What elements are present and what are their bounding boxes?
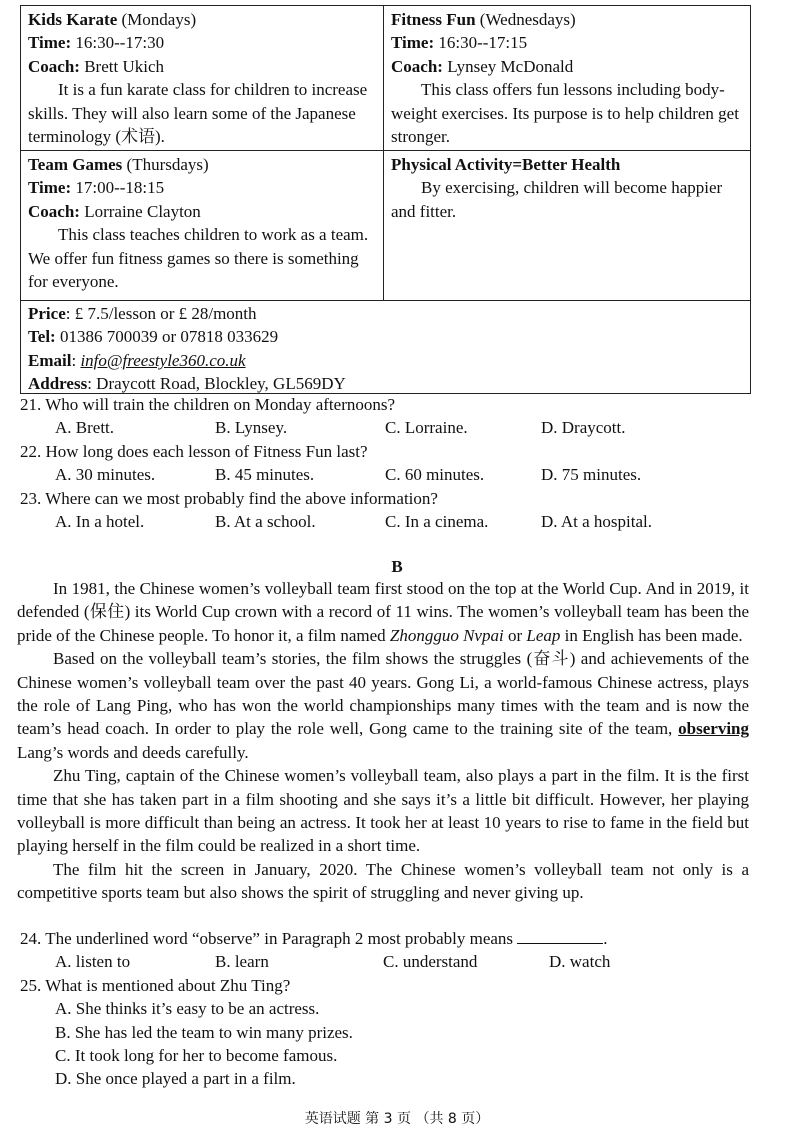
paragraph-text: Based on the volleyball team’s stories, the film shows the struggles (奋斗) and achievements of the Chinese women’s volleyball team over the past 40 years. Gong Li, a world-famous Chinese actress, plays the role of Lang Ping, who has won the world championships many times with the team and is now the team’s head coach. In order to play the role well, Gong came to the training site of the team,: [17, 649, 749, 739]
option-d: D. She once played a part in a film.: [55, 1069, 296, 1089]
paragraph-2: [17, 647, 749, 764]
option-d: D. At a hospital.: [541, 512, 652, 532]
email-link[interactable]: info@freestyle360.co.uk: [80, 350, 246, 370]
tel-label: Tel:: [28, 327, 56, 347]
option-b: B. Lynsey.: [215, 418, 288, 438]
option-c: C. In a cinema.: [385, 512, 489, 532]
question-end: .: [603, 929, 608, 948]
film-title-chinese: Zhongguo Nvpai: [389, 625, 504, 645]
paragraph-1: [17, 577, 749, 647]
question-text: 21. Who will train the children on Monday afternoons?: [20, 395, 396, 414]
address-label: Address: [28, 374, 88, 394]
option-d: D. watch: [549, 952, 611, 972]
table-row: [21, 151, 750, 301]
address-value: : Draycott Road, Blockley, GL569DY: [87, 374, 346, 394]
question-24: [20, 927, 760, 950]
table-row: [21, 301, 750, 393]
team-coach: Lorraine Clayton: [84, 201, 201, 221]
answer-blank[interactable]: [517, 927, 603, 944]
option-c: C. 60 minutes.: [385, 465, 485, 485]
table-row: [21, 6, 750, 151]
team-title: Team Games: [28, 155, 123, 174]
tel-value: 01386 700039 or 07818 033629: [59, 327, 279, 347]
karate-time: 16:30--17:30: [75, 33, 165, 53]
page-footer: 英语试题 第 3 页 （共 8 页）: [304, 1111, 490, 1127]
option-d: D. 75 minutes.: [541, 465, 642, 485]
option-d: D. Draycott.: [541, 418, 626, 438]
coach-label: Coach:: [28, 201, 80, 221]
options-row: [20, 416, 760, 439]
section-b-heading: B: [391, 557, 403, 576]
coach-label: Coach:: [391, 56, 443, 76]
karate-coach: Brett Ukich: [84, 56, 164, 76]
fitness-time: 16:30--17:15: [438, 33, 528, 53]
option-c: C. understand: [383, 952, 478, 972]
fitness-cell: [384, 6, 750, 150]
fitness-description: This class offers fun lessons including body-weight exercises. Its purpose is to help children get stronger.: [391, 80, 739, 147]
karate-description: It is a fun karate class for children to increase skills. They will also learn some of the Japanese terminology (术语).: [28, 80, 368, 147]
film-title-english: Leap: [526, 625, 561, 645]
contact-cell: Price: £ 7.5/lesson or £ 28/month Tel: 01386 700039 or 07818 033629 Email: info@freestyle360.co.uk Address: Draycott Road, Blockley, GL569DY: [28, 304, 346, 394]
time-label: Time:: [28, 33, 72, 53]
option-a: A. Brett.: [55, 418, 115, 438]
option-b: B. 45 minutes.: [215, 465, 315, 485]
class-info-table: [20, 5, 751, 394]
price-value: : £ 7.5/lesson or £ 28/month: [65, 304, 257, 323]
reading-passage: [17, 577, 749, 905]
fitness-day: (Wednesdays): [479, 10, 576, 29]
question-text: 22. How long does each lesson of Fitness Fun last?: [20, 441, 368, 461]
paragraph-text: Lang’s words and deeds carefully.: [17, 742, 249, 762]
questions-21-23: [20, 393, 760, 533]
option-c: C. It took long for her to become famous.: [55, 1046, 338, 1066]
karate-title: Kids Karate: [28, 10, 118, 29]
paragraph-text: In 1981, the Chinese women’s volleyball team first stood on the top at the World Cup. And in 2019, it defended (保住) its World Cup crown with a record of 11 wins. The women’s volleyball team has been the pride of the Chinese people. To honor it, a film named: [17, 579, 749, 645]
team-day: (Thursdays): [126, 155, 209, 174]
fitness-title: Fitness Fun: [391, 10, 476, 29]
team-description: This class teaches children to work as a team. We offer fun fitness games so there is something for everyone.: [28, 225, 369, 292]
team-games-cell: [21, 151, 384, 300]
fitness-coach: Lynsey McDonald: [447, 56, 574, 76]
questions-24-25: [20, 927, 760, 1091]
option-a: A. listen to: [55, 952, 131, 972]
karate-day: (Mondays): [121, 10, 197, 29]
time-label: Time:: [28, 178, 72, 198]
coach-label: Coach:: [28, 56, 80, 76]
option-a: A. 30 minutes.: [55, 465, 156, 485]
price-label: Price: [28, 304, 66, 323]
email-label: Email: [28, 350, 72, 370]
karate-cell: [21, 6, 384, 150]
option-a: A. She thinks it’s easy to be an actress.: [55, 999, 320, 1019]
underlined-word: observing: [678, 719, 749, 739]
time-label: Time:: [391, 33, 435, 53]
team-time: 17:00--18:15: [75, 178, 165, 198]
paragraph-text: in English has been made.: [560, 625, 743, 645]
option-b: B. At a school.: [215, 512, 316, 532]
question-25: 25. What is mentioned about Zhu Ting?: [20, 975, 291, 995]
question-text: 23. Where can we most probably find the above information?: [20, 488, 438, 508]
options-row: [20, 463, 760, 486]
health-description: By exercising, children will become happier and fitter.: [391, 178, 723, 221]
question-text: 24. The underlined word “observe” in Paragraph 2 most probably means: [20, 929, 514, 948]
health-cell: [384, 151, 750, 300]
option-b: B. She has led the team to win many prizes.: [55, 1022, 353, 1042]
option-a: A. In a hotel.: [55, 512, 145, 532]
options-row: [20, 950, 760, 973]
option-c: C. Lorraine.: [385, 418, 468, 438]
health-title: Physical Activity=Better Health: [391, 155, 621, 174]
options-list: [20, 997, 760, 1091]
paragraph-3: Zhu Ting, captain of the Chinese women’s volleyball team, also plays a part in the film. It is the first time that she has taken part in a film shooting and she says it’s a little bit difficult. However, her playing volleyball is more difficult than being an actress. It took her at least 10 years to rise to fame in the field but playing herself in the film could be realized in a short time.: [17, 766, 749, 856]
option-b: B. learn: [215, 952, 269, 972]
connector-text: or: [503, 625, 527, 645]
paragraph-4: The film hit the screen in January, 2020. The Chinese women’s volleyball team not only is a competitive sports team but also shows the spirit of struggling and never giving up.: [17, 859, 749, 903]
options-row: [20, 510, 760, 533]
